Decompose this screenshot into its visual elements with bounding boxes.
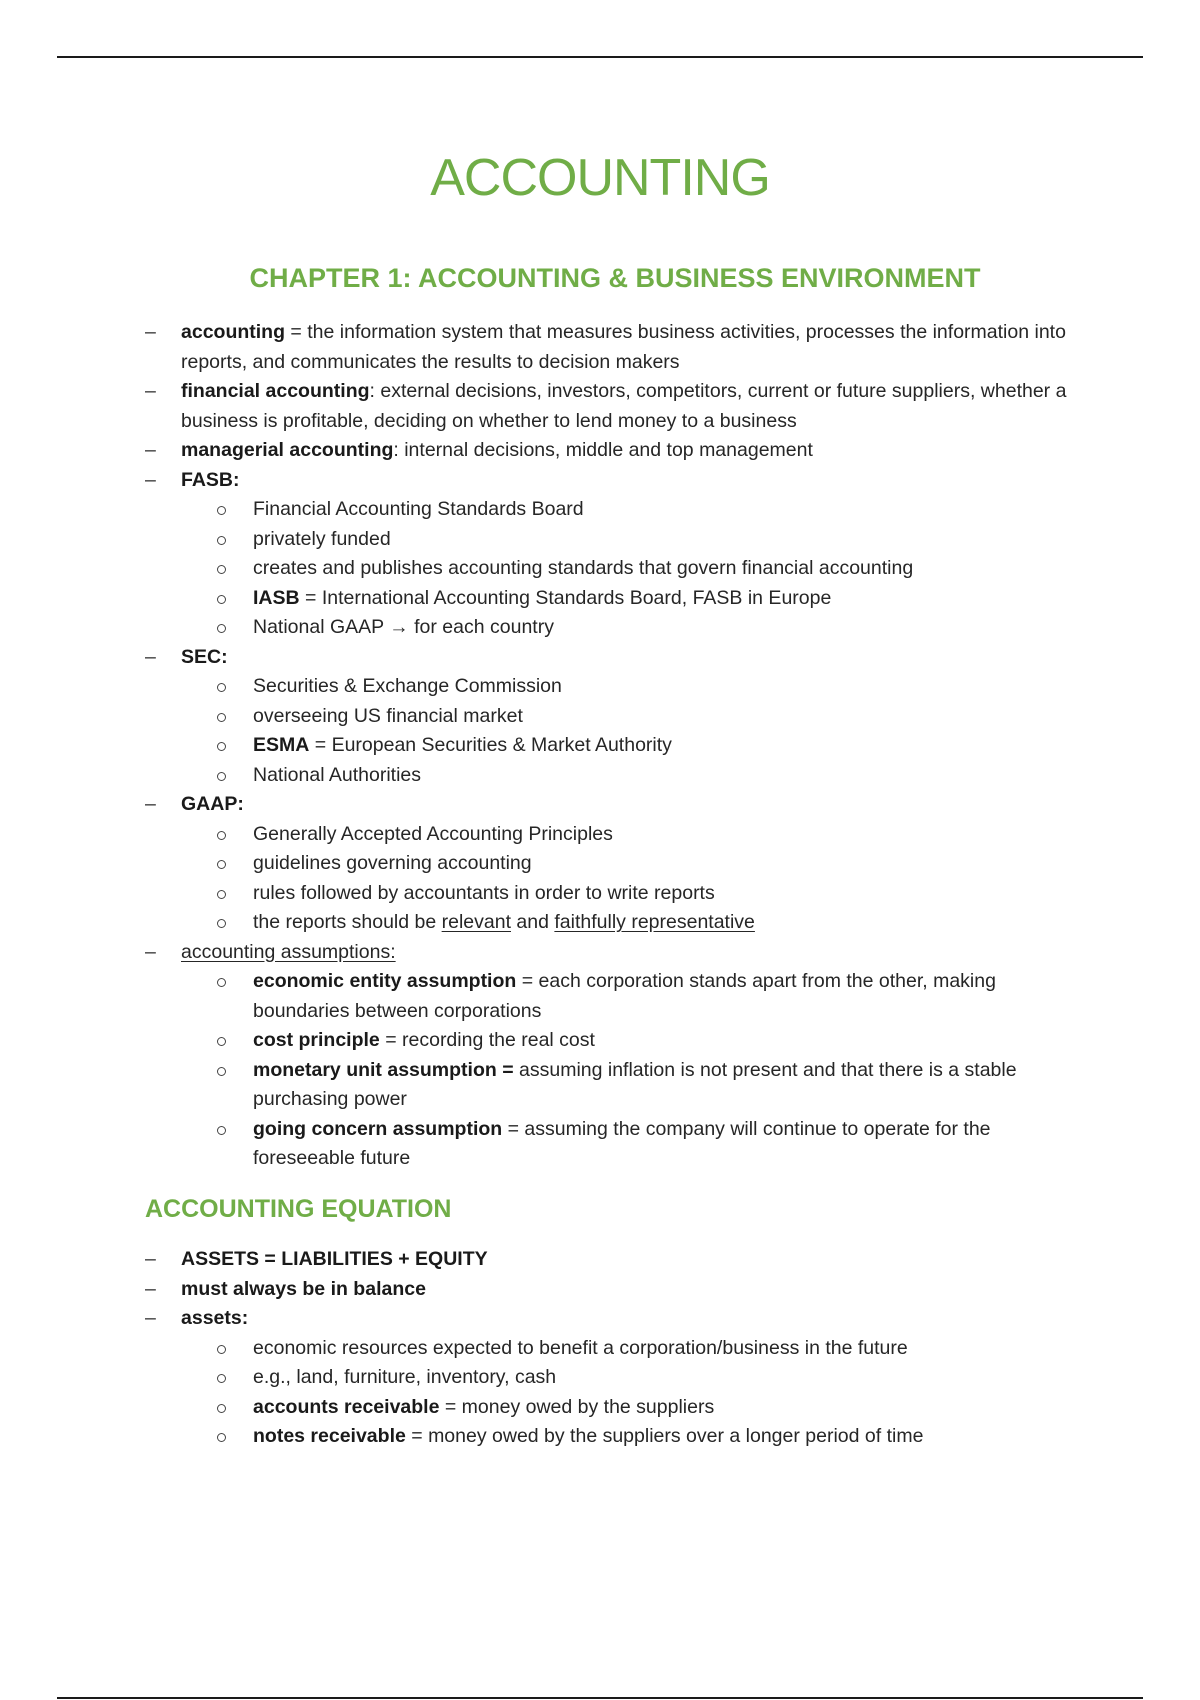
list-item: going concern assumption = assuming the company will continue to operate for the foreseeable future (217, 1115, 1095, 1174)
chapter-heading: CHAPTER 1: ACCOUNTING & BUSINESS ENVIRONMENT (249, 263, 981, 293)
section-label: SEC: (181, 645, 228, 668)
circle-bullet-icon (217, 742, 226, 751)
list-item: ESMA = European Securities & Market Authority (217, 731, 1095, 761)
section-label: accounting assumptions: (181, 940, 396, 963)
list-item: IASB = International Accounting Standards Board, FASB in Europe (217, 584, 1095, 614)
circle-bullet-icon (217, 978, 226, 987)
definition: : internal decisions, middle and top management (393, 439, 813, 461)
definition: : external decisions, investors, competitors, current or future suppliers, whether a business is profitable, deciding on whether to lend money to a business (181, 380, 1067, 432)
section-label: assets: (181, 1307, 249, 1329)
list-item: creates and publishes accounting standards that govern financial accounting (217, 554, 1095, 584)
circle-bullet-icon (217, 683, 226, 692)
list-item: rules followed by accountants in order to write reports (217, 879, 1095, 909)
list-item: Financial Accounting Standards Board (217, 495, 1095, 525)
list-item: National Authorities (217, 761, 1095, 791)
circle-bullet-icon (217, 919, 226, 928)
list-item: Generally Accepted Accounting Principles (217, 820, 1095, 850)
dash-bullet: – (145, 1307, 156, 1329)
dash-bullet: – (145, 793, 156, 815)
list-item: privately funded (217, 525, 1095, 555)
list-item: economic entity assumption = each corporation stands apart from the other, making boundaries between corporations (217, 967, 1095, 1026)
definition: = the information system that measures business activities, processes the information into reports, and communicates the results to decision makers (181, 321, 1066, 373)
circle-bullet-icon (217, 1126, 226, 1135)
section-label: FASB: (181, 468, 240, 491)
list-item-balance: – must always be in balance (145, 1275, 1095, 1305)
circle-bullet-icon (217, 565, 226, 574)
document-title: ACCOUNTING (430, 149, 770, 207)
circle-bullet-icon (217, 713, 226, 722)
list-item: economic resources expected to benefit a corporation/business in the future (217, 1334, 1095, 1364)
list-item: cost principle = recording the real cost (217, 1026, 1095, 1056)
circle-bullet-icon (217, 1433, 226, 1442)
top-rule (57, 56, 1143, 58)
list-item-assumptions (145, 938, 1095, 968)
assets-sublist (145, 1334, 1095, 1452)
circle-bullet-icon (217, 1374, 226, 1383)
list-item-financial-accounting (145, 377, 1095, 436)
circle-bullet-icon (217, 772, 226, 781)
list-item-fasb (145, 466, 1095, 496)
dash-bullet: – (145, 468, 156, 491)
circle-bullet-icon (217, 1345, 226, 1354)
section-label: GAAP: (181, 793, 244, 815)
list-item: accounts receivable = money owed by the suppliers (217, 1393, 1095, 1423)
circle-bullet-icon (217, 536, 226, 545)
term: financial accounting (181, 380, 370, 402)
equation-heading: ACCOUNTING EQUATION (145, 1195, 452, 1223)
list-item-sec (145, 643, 1095, 673)
term: accounting (181, 321, 286, 343)
dash-bullet: – (145, 940, 156, 963)
bottom-rule (57, 1697, 1143, 1699)
circle-bullet-icon (217, 890, 226, 899)
list-item: Securities & Exchange Commission (217, 672, 1095, 702)
circle-bullet-icon (217, 831, 226, 840)
list-item-accounting (145, 318, 1095, 377)
list-item: e.g., land, furniture, inventory, cash (217, 1363, 1095, 1393)
circle-bullet-icon (217, 1404, 226, 1413)
dash-bullet: – (145, 645, 156, 668)
list-item: National GAAP → for each country (217, 613, 1095, 643)
list-item-managerial-accounting (145, 436, 1095, 466)
term: managerial accounting (181, 439, 394, 461)
list-item-gaap (145, 790, 1095, 820)
circle-bullet-icon (217, 595, 226, 604)
dash-bullet: – (145, 321, 156, 343)
circle-bullet-icon (217, 624, 226, 633)
dash-bullet: – (145, 1277, 156, 1300)
circle-bullet-icon (217, 860, 226, 869)
fasb-sublist (145, 495, 1095, 643)
sec-sublist (145, 672, 1095, 790)
list-item-formula: – ASSETS = LIABILITIES + EQUITY (145, 1245, 1095, 1275)
list-item: overseeing US financial market (217, 702, 1095, 732)
chapter-notes (145, 318, 1095, 1174)
assumptions-sublist (145, 967, 1095, 1174)
dash-bullet: – (145, 439, 156, 461)
circle-bullet-icon (217, 1037, 226, 1046)
list-item-assets (145, 1304, 1095, 1334)
list-item: the reports should be relevant and faithfully representative (217, 908, 1095, 938)
dash-bullet: – (145, 1248, 156, 1270)
gaap-sublist (145, 820, 1095, 938)
dash-bullet: – (145, 380, 156, 402)
list-item: notes receivable = money owed by the suppliers over a longer period of time (217, 1422, 1095, 1452)
arrow-right-icon: → (389, 616, 409, 638)
circle-bullet-icon (217, 506, 226, 515)
circle-bullet-icon (217, 1067, 226, 1076)
list-item: guidelines governing accounting (217, 849, 1095, 879)
equation-notes (145, 1245, 1095, 1452)
list-item: monetary unit assumption = assuming inflation is not present and that there is a stable purchasing power (217, 1056, 1095, 1115)
